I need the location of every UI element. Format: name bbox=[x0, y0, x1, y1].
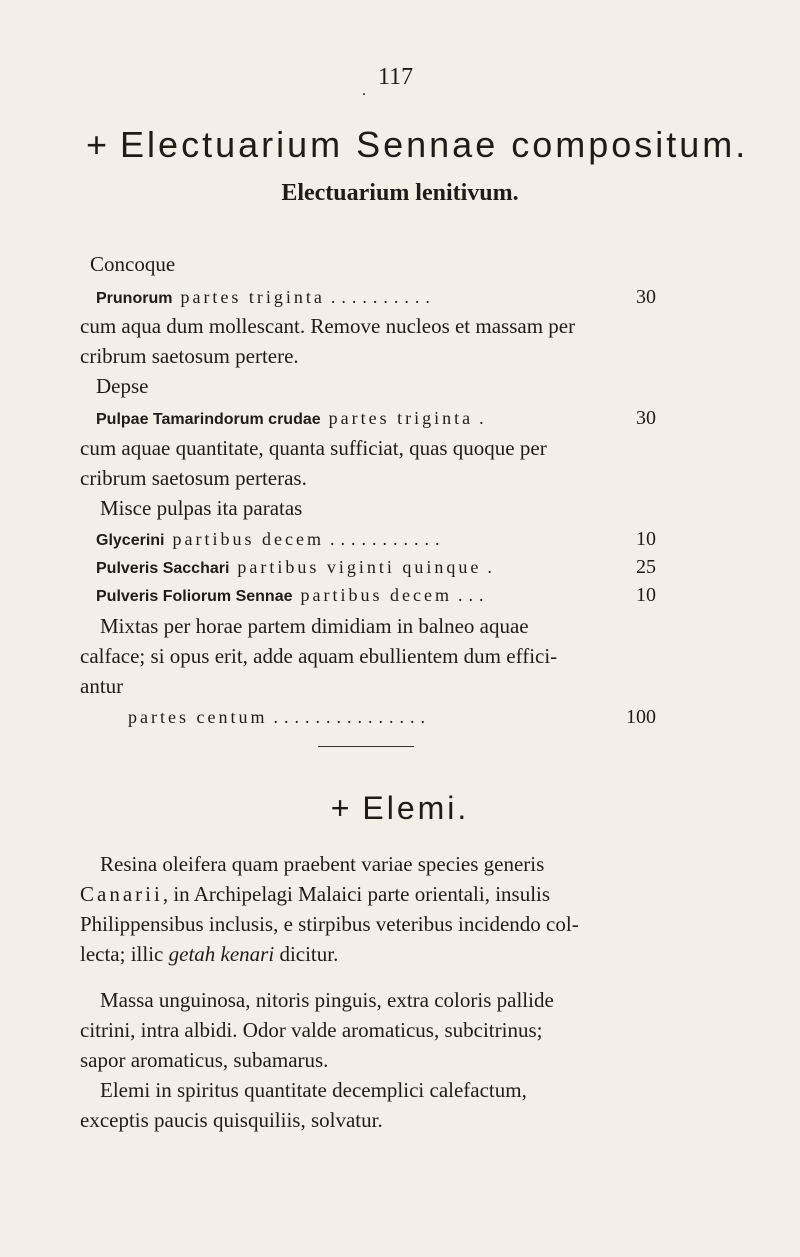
ingredient-quantity: partibus decem bbox=[300, 585, 452, 605]
ingredient-name: Pulveris Foliorum Sennae bbox=[96, 588, 293, 605]
text-line: cum aqua dum mollescant. Remove nucleos et massam per bbox=[80, 314, 576, 338]
text-span: , in Archipelagi Malaici parte orientali, insulis bbox=[162, 882, 551, 906]
cross-mark-icon: + bbox=[86, 124, 111, 165]
title-text: Electuarium Sennae compositum. bbox=[120, 124, 749, 165]
ingredient-name: Pulveris Sacchari bbox=[96, 560, 230, 577]
text-line: cribrum saetosum pertere. bbox=[80, 344, 299, 368]
dot-leader: . bbox=[479, 408, 490, 428]
section-subtitle: Electuarium lenitivum. bbox=[281, 180, 519, 206]
cross-mark-icon: + bbox=[330, 790, 353, 826]
text-span: lecta; illic bbox=[80, 942, 169, 966]
dot-leader: ........... bbox=[329, 529, 446, 549]
ingredient-number: 30 bbox=[636, 407, 656, 429]
text-line: cum aquae quantitate, quanta sufficiat, quas quoque per bbox=[80, 436, 547, 460]
text-line: antur bbox=[80, 674, 124, 698]
recipe-line-glycerini bbox=[96, 528, 656, 551]
genus-name: Canarii bbox=[80, 882, 163, 906]
vernacular-name: getah kenari bbox=[168, 942, 275, 966]
text-line bbox=[80, 882, 550, 907]
text-line bbox=[80, 942, 338, 967]
ingredient-number: 100 bbox=[626, 706, 656, 728]
ingredient-quantity: partes centum bbox=[128, 707, 268, 727]
text-line: cribrum saetosum perteras. bbox=[80, 466, 307, 490]
recipe-line-total bbox=[128, 706, 656, 729]
text-line: Resina oleifera quam praebent variae species generis bbox=[100, 852, 545, 876]
text-line: Massa unguinosa, nitoris pinguis, extra coloris pallide bbox=[100, 988, 554, 1012]
dot-leader: ... bbox=[457, 585, 490, 605]
recipe-line-sacchari bbox=[96, 556, 656, 579]
ingredient-number: 10 bbox=[636, 584, 656, 606]
dot-leader: .......... bbox=[330, 287, 436, 307]
step-intro-concoque: Concoque bbox=[90, 252, 176, 276]
text-line: citrini, intra albidi. Odor valde aromaticus, subcitrinus; bbox=[80, 1018, 543, 1042]
ingredient-number: 25 bbox=[636, 556, 656, 578]
text-line: Philippensibus inclusis, e stirpibus veteribus incidendo col- bbox=[80, 912, 579, 936]
step-intro-depse: Depse bbox=[96, 374, 149, 398]
section-title-electuarium bbox=[86, 124, 749, 166]
dot-leader: ............... bbox=[273, 707, 431, 727]
recipe-line-sennae bbox=[96, 584, 656, 607]
title-text: Elemi. bbox=[362, 790, 470, 826]
text-span: dicitur. bbox=[274, 942, 339, 966]
text-line: exceptis paucis quisquiliis, solvatur. bbox=[80, 1108, 383, 1132]
ingredient-number: 10 bbox=[636, 528, 656, 550]
recipe-line-prunorum bbox=[96, 286, 656, 309]
ingredient-name: Prunorum bbox=[96, 290, 173, 307]
text-line: Mixtas per horae partem dimidiam in balneo aquae bbox=[100, 614, 529, 638]
page-number: 117 bbox=[378, 64, 414, 90]
ingredient-quantity: partibus viginti quinque bbox=[237, 557, 482, 577]
dot-leader: . bbox=[487, 557, 498, 577]
ingredient-number: 30 bbox=[636, 286, 656, 308]
ingredient-name: Glycerini bbox=[96, 532, 165, 549]
section-title-elemi bbox=[0, 790, 800, 827]
recipe-line-tamarindorum bbox=[96, 407, 656, 430]
stray-dot: . bbox=[362, 82, 366, 99]
text-line: Elemi in spiritus quantitate decemplici calefactum, bbox=[100, 1078, 527, 1102]
text-line: sapor aromaticus, subamarus. bbox=[80, 1048, 329, 1072]
ingredient-quantity: partibus decem bbox=[172, 529, 324, 549]
section-divider bbox=[318, 746, 414, 747]
text-line: calface; si opus erit, adde aquam ebullientem dum effici- bbox=[80, 644, 558, 668]
ingredient-quantity: partes triginta bbox=[180, 287, 325, 307]
ingredient-quantity: partes triginta bbox=[328, 408, 474, 428]
step-intro-misce: Misce pulpas ita paratas bbox=[100, 496, 303, 520]
ingredient-name: Pulpae Tamarindorum crudae bbox=[96, 411, 321, 428]
